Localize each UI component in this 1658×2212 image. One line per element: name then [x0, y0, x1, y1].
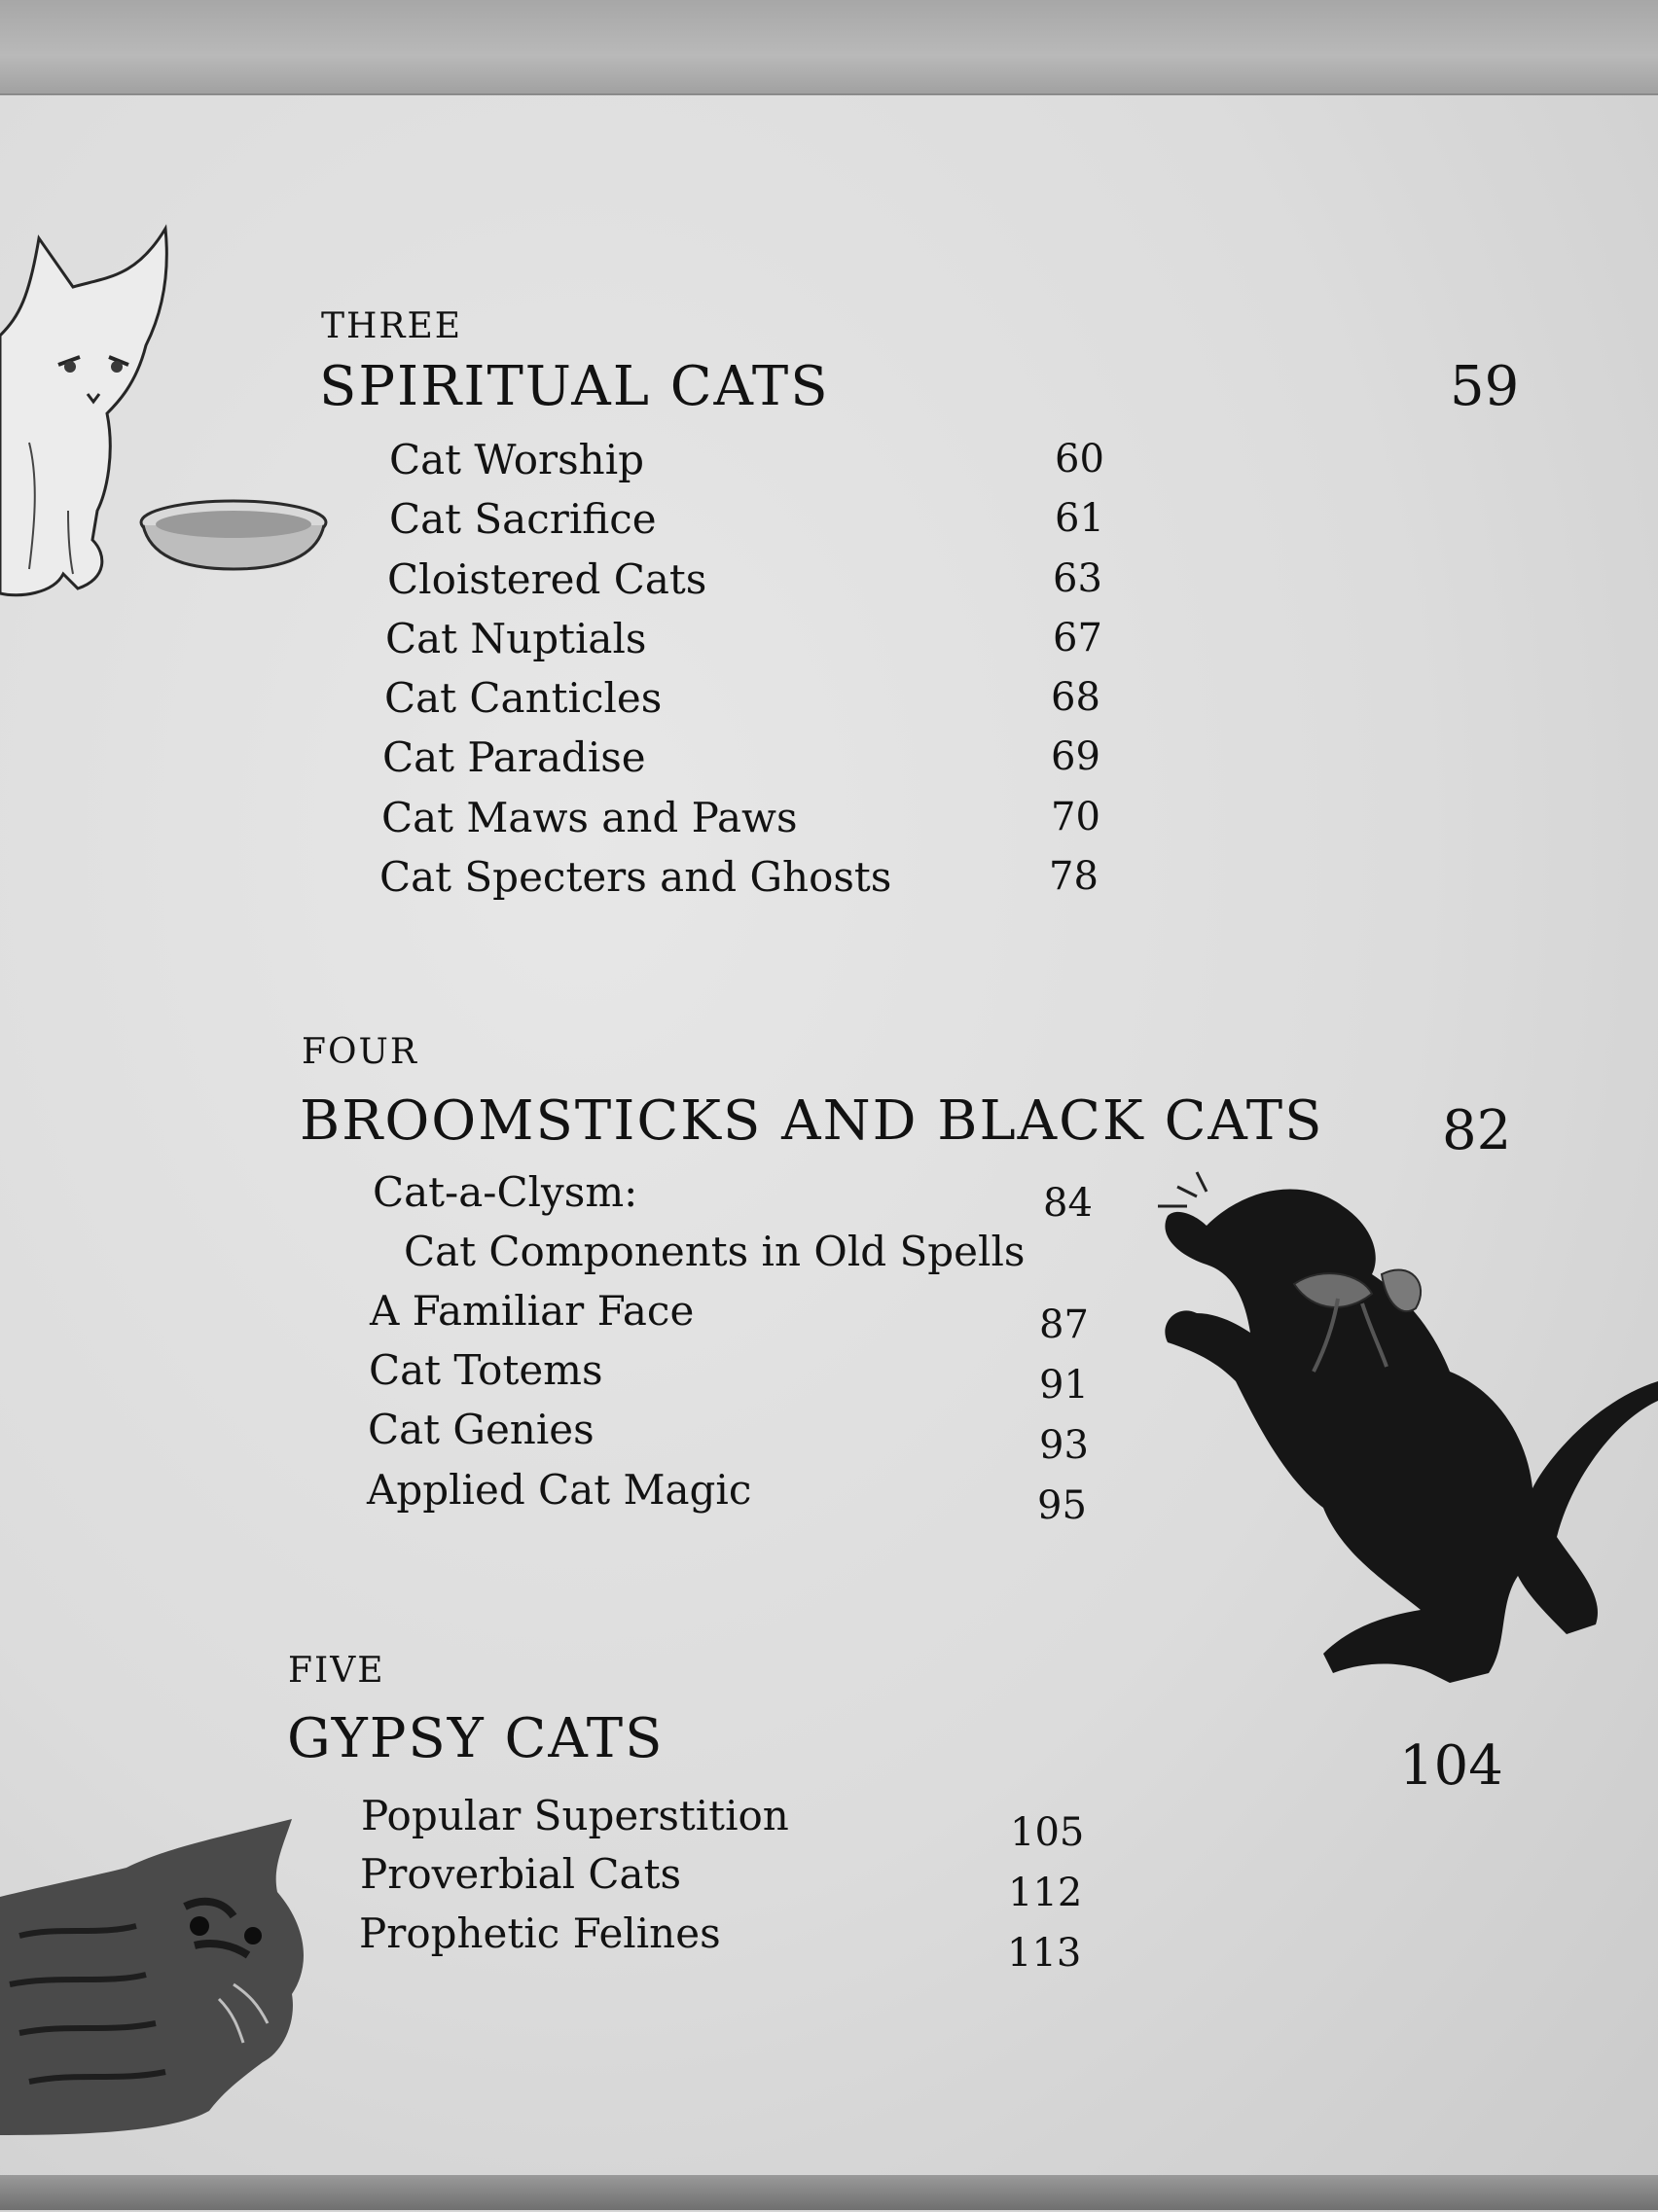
chapter-page-number: 104	[1399, 1734, 1503, 1798]
toc-entry-page: 69	[1051, 734, 1100, 779]
toc-entry-title: Popular Superstition	[361, 1792, 789, 1839]
chapter-title: GYPSY CATS	[287, 1707, 665, 1770]
chapter-page-number: 59	[1450, 355, 1520, 418]
toc-entry-title: Applied Cat Magic	[367, 1466, 752, 1514]
tabby-cat-illustration	[0, 1819, 311, 2140]
toc-entry-page: 84	[1043, 1181, 1093, 1226]
chapter-title: BROOMSTICKS AND BLACK CATS	[300, 1089, 1324, 1153]
toc-entry-page: 61	[1055, 496, 1104, 541]
toc-entry-title: A Familiar Face	[370, 1287, 695, 1335]
chapter-title: SPIRITUAL CATS	[319, 355, 830, 418]
toc-entry-title: Cat Specters and Ghosts	[379, 853, 892, 901]
toc-entry-title: Cat Maws and Paws	[381, 794, 798, 841]
toc-entry-page: 78	[1049, 854, 1099, 899]
toc-entry-page: 68	[1051, 675, 1100, 720]
chapter-page-number: 82	[1442, 1099, 1512, 1162]
toc-entry-title: Cat Genies	[368, 1406, 595, 1453]
toc-entry-page: 87	[1039, 1302, 1089, 1347]
toc-entry-title: Cat Nuptials	[385, 615, 647, 662]
toc-entry-page: 113	[1007, 1931, 1082, 1976]
background-surface	[0, 0, 1658, 101]
page-bottom-edge	[0, 2175, 1658, 2210]
toc-entry-title: Cat-a-Clysm:	[373, 1168, 638, 1216]
toc-entry-title: Prophetic Felines	[359, 1909, 721, 1957]
toc-entry-page: 63	[1053, 556, 1102, 601]
chapter-label: FOUR	[302, 1032, 418, 1072]
toc-entry-title: Cat Paradise	[382, 733, 646, 781]
chapter-label: THREE	[321, 306, 463, 346]
toc-entry-page: 93	[1039, 1423, 1089, 1468]
toc-entry-title: Cat Totems	[369, 1346, 603, 1394]
toc-entry-page: 112	[1008, 1871, 1083, 1915]
toc-entry-title: Cat Components in Old Spells	[404, 1228, 1026, 1275]
toc-entry-title: Cat Worship	[389, 436, 645, 483]
toc-entry-title: Cat Canticles	[384, 674, 663, 722]
toc-entry-title: Cat Sacrifice	[389, 495, 657, 543]
chapter-label: FIVE	[288, 1651, 385, 1691]
bowl-illustration	[131, 491, 336, 579]
toc-entry-page: 95	[1037, 1483, 1087, 1528]
toc-entry-title: Proverbial Cats	[360, 1850, 682, 1898]
toc-entry-page: 67	[1053, 616, 1102, 660]
toc-entry-page: 105	[1010, 1810, 1085, 1855]
toc-entry-page: 60	[1055, 437, 1104, 482]
toc-entry-page: 91	[1039, 1363, 1089, 1408]
toc-entry-page: 70	[1051, 795, 1100, 839]
black-cat-illustration	[1138, 1167, 1658, 1722]
toc-entry-title: Cloistered Cats	[387, 555, 707, 603]
